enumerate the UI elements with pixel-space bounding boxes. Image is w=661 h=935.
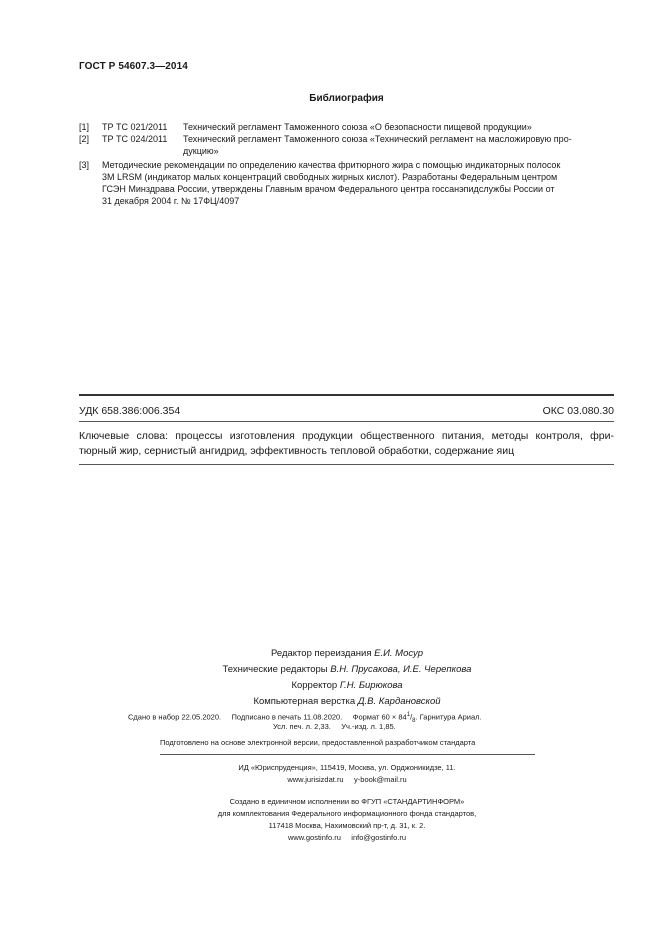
ref-3-line2: 3M LRSM (индикатор малых концентраций свободных жирных кислот). Разработаны Федеральным центром <box>102 172 558 182</box>
imprint-divider <box>160 754 535 755</box>
producer-line2: для комплектования Федерального информационного фонда стандартов, <box>217 809 477 818</box>
imprint-line1: Сдано в набор 22.05.2020. Подписано в печать 11.08.2020. Формат $60 \times 84^1/_8$. Гарнитура Ариал. <box>128 712 482 724</box>
ref-2-number: [2] <box>79 134 90 144</box>
credit-tech-editors: Технические редакторы В.Н. Прусакова, И.Е. Черепкова <box>222 664 472 675</box>
ref-2-code: ТР ТС 024/2011 <box>102 134 168 144</box>
ref-3-line1: Методические рекомендации по определению качества фритюрного жира с помощью индикаторных полосок <box>102 160 561 170</box>
ref-3-number: [3] <box>79 160 90 170</box>
ref-1-code: ТР ТС 021/2011 <box>102 122 168 132</box>
credit-editor: Редактор переиздания Е.И. Мосур <box>270 648 424 659</box>
prepared-note: Подготовлено на основе электронной версии, предоставленной разработчиком стандарта <box>160 738 476 747</box>
udk-divider <box>79 421 614 422</box>
keywords-divider <box>79 464 614 465</box>
tech-editor-names: В.Н. Прусакова, И.Е. Черепкова <box>330 664 472 675</box>
ref-3-line4: 31 декабря 2004 г. № 17ФЦ/4097 <box>102 196 240 206</box>
top-divider <box>79 394 614 396</box>
credit-proofreader: Корректор Г.Н. Бирюкова <box>291 680 403 691</box>
editor-name: Е.И. Мосур <box>374 648 424 659</box>
proofreader-name: Г.Н. Бирюкова <box>339 680 403 691</box>
ref-2-text-line1: Технический регламент Таможенного союза «Технический регламент на масложировую про- <box>183 134 572 144</box>
publisher-line2: www.jurisizdat.ru y-book@mail.ru <box>287 775 407 784</box>
ref-3-line3: ГСЭН Минздрава России, утверждены Главным врачом Федерального центра госсанэпидслужбы России от <box>102 184 555 194</box>
bibliography-title: Библиография <box>309 93 384 104</box>
publisher-line1: ИД «Юриспруденция», 115419, Москва, ул. Орджоникидзе, 11. <box>238 763 456 772</box>
ref-1-number: [1] <box>79 122 90 132</box>
credit-layout: Компьютерная верстка Д.В. Кардановской <box>253 696 441 707</box>
producer-line1: Создано в единичном исполнении во ФГУП «СТАНДАРТИНФОРМ» <box>229 797 465 806</box>
producer-line4: www.gostinfo.ru info@gostinfo.ru <box>287 833 407 842</box>
oks-code: ОКС 03.080.30 <box>542 405 614 417</box>
keywords-line1: Ключевые слова: процессы изготовления продукции общественного питания, методы контроля, фри- <box>79 430 614 442</box>
keywords-line2: тюрный жир, сернистый ангидрид, эффективность тепловой обработки, содержание яиц <box>79 445 515 457</box>
imprint-line2: Усл. печ. л. 2,33. Уч.-изд. л. 1,85. <box>273 722 396 731</box>
document-header: ГОСТ Р 54607.3—2014 <box>79 61 188 72</box>
layout-name: Д.В. Кардановской <box>357 696 441 707</box>
producer-line3: 117418 Москва, Нахимовский пр-т, д. 31, к. 2. <box>268 821 426 830</box>
ref-1-text: Технический регламент Таможенного союза «О безопасности пищевой продукции» <box>183 122 532 132</box>
ref-2-text-line2: дукцию» <box>183 146 219 156</box>
udk-code: УДК 658.386:006.354 <box>79 405 181 417</box>
